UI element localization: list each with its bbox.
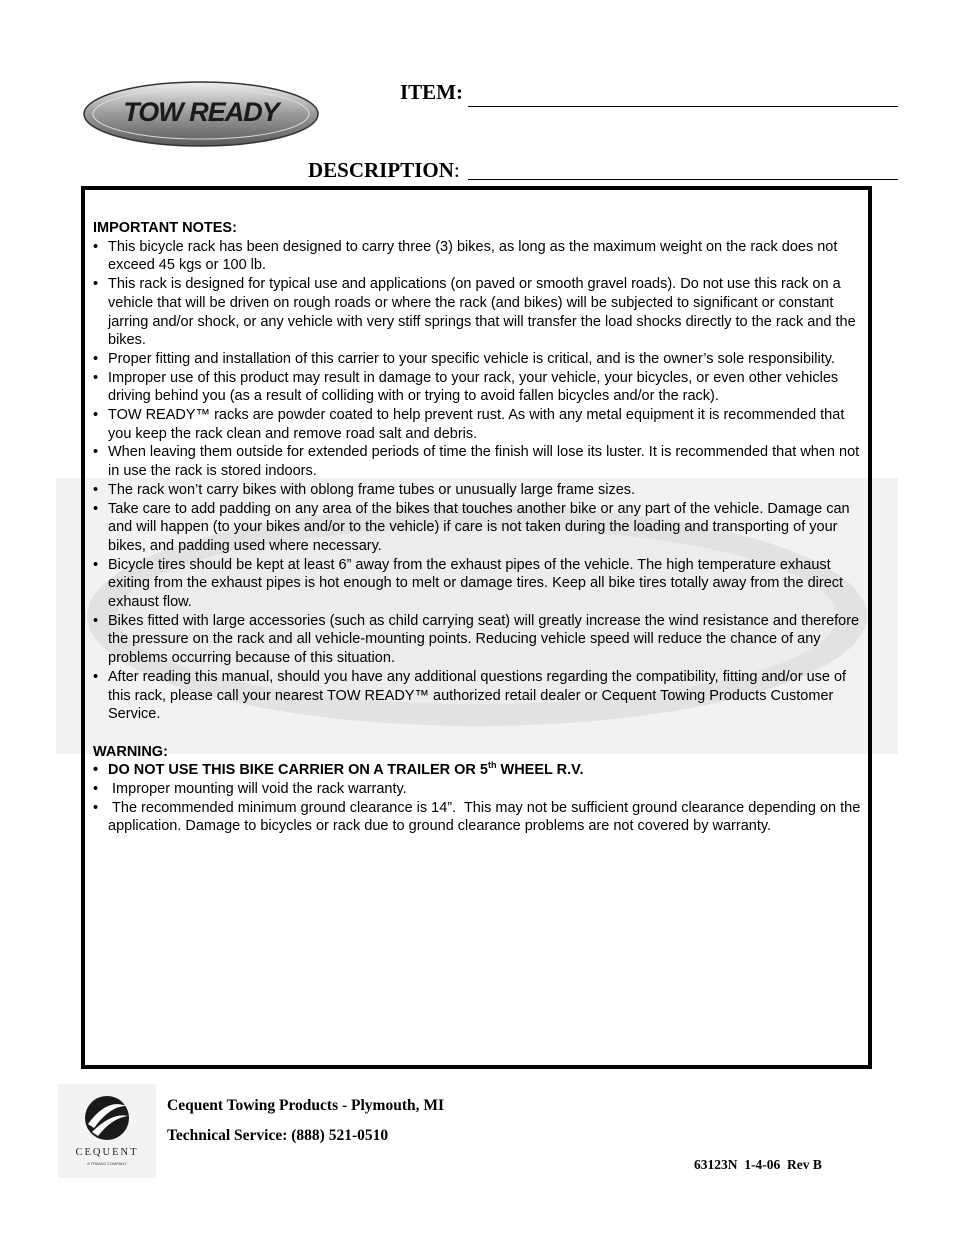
- warning-item-trailer-pre: DO NOT USE THIS BIKE CARRIER ON A TRAILER OR 5: [108, 762, 488, 779]
- note-item: • Bicycle tires should be kept at least 6” away from the exhaust pipes of the vehicle. The high temperature exhaust exiting from the exhaust pipes is hot enough to melt or damage tires. Keep all bike tires totally away from the direct exhaust flow.: [93, 556, 863, 612]
- description-colon: :: [453, 158, 460, 182]
- warning-item-trailer: [93, 761, 863, 780]
- description-label-text: DESCRIPTION: [308, 158, 454, 182]
- cequent-logo-subtext: A TRIMAS COMPANY: [87, 1161, 127, 1166]
- important-notes-title: IMPORTANT NOTES:: [93, 220, 237, 236]
- warning-title: WARNING:: [93, 743, 168, 760]
- note-item: • The rack won’t carry bikes with oblong frame tubes or unusually large frame sizes.: [93, 481, 863, 500]
- note-item: • This rack is designed for typical use and applications (on paved or smooth gravel roads). Do not use this rack on a vehicle that will be driven on rough roads or where the rack (and bikes) will be subjected to significant or constant jarring and/or shock, or any vehicle with very stiff springs that will transfer the load shocks directly to the rack and the bikes.: [93, 275, 863, 350]
- item-field-line: [468, 106, 898, 107]
- tow-ready-logo: [82, 80, 320, 148]
- description-field-line: [468, 179, 898, 180]
- warning-list: [93, 761, 863, 836]
- footer-technical-service: Technical Service: (888) 521-0510: [167, 1127, 389, 1144]
- footer-document-id: 63123N 1-4-06 Rev B: [694, 1157, 822, 1172]
- warning-item-trailer-sup: th: [487, 760, 497, 771]
- warning-item-mounting: • Improper mounting will void the rack warranty.: [93, 780, 863, 799]
- note-item: • Proper fitting and installation of this carrier to your specific vehicle is critical, and is the owner’s sole responsibility.: [93, 350, 863, 369]
- note-item: • Take care to add padding on any area of the bikes that touches another bike or any part of the vehicle. Damage can and will happen (to your bikes and/or to the vehicle) if care is not taken during the loading and transporting of your bikes, and padding used where necessary.: [93, 500, 863, 556]
- note-item: • When leaving them outside for extended periods of time the finish will lose its luster. It is recommended that when not in use the rack is stored indoors.: [93, 443, 863, 480]
- item-label: ITEM:: [400, 80, 463, 104]
- tow-ready-logo-text: TOW READY: [123, 97, 279, 127]
- footer-company: Cequent Towing Products - Plymouth, MI: [167, 1097, 445, 1114]
- note-item: • Improper use of this product may result in damage to your rack, your vehicle, your bicycles, or even other vehicles driving behind you (as a result of colliding with or trying to avoid fallen bicycles and/or the rack).: [93, 369, 863, 406]
- note-item: • This bicycle rack has been designed to carry three (3) bikes, as long as the maximum weight on the rack does not exceed 45 kgs or 100 lb.: [93, 238, 863, 275]
- warning-item-trailer-post: WHEEL R.V.: [496, 762, 584, 779]
- cequent-logo-text: CEQUENT: [75, 1147, 139, 1158]
- warning-item-clearance: • The recommended minimum ground clearance is 14”. This may not be sufficient ground clearance depending on the application. Damage to bicycles or rack due to ground clearance problems are not covered by warranty.: [93, 799, 863, 836]
- note-item: • Bikes fitted with large accessories (such as child carrying seat) will greatly increase the wind resistance and therefore the pressure on the rack and all vehicle-mounting points. Reducing vehicle speed will reduce the chance of any problems occurring because of this situation.: [93, 612, 863, 668]
- important-notes-list: [93, 238, 863, 724]
- note-item: • After reading this manual, should you have any additional questions regarding the compatibility, fitting and/or use of this rack, please call your nearest TOW READY™ authorized retail dealer or Cequent Towing Products Customer Service.: [93, 668, 863, 724]
- note-item: • TOW READY™ racks are powder coated to help prevent rust. As with any metal equipment it is recommended that you keep the rack clean and remove road salt and debris.: [93, 406, 863, 443]
- notes-content: [93, 219, 863, 836]
- description-label: [308, 158, 460, 182]
- cequent-logo: [58, 1084, 156, 1178]
